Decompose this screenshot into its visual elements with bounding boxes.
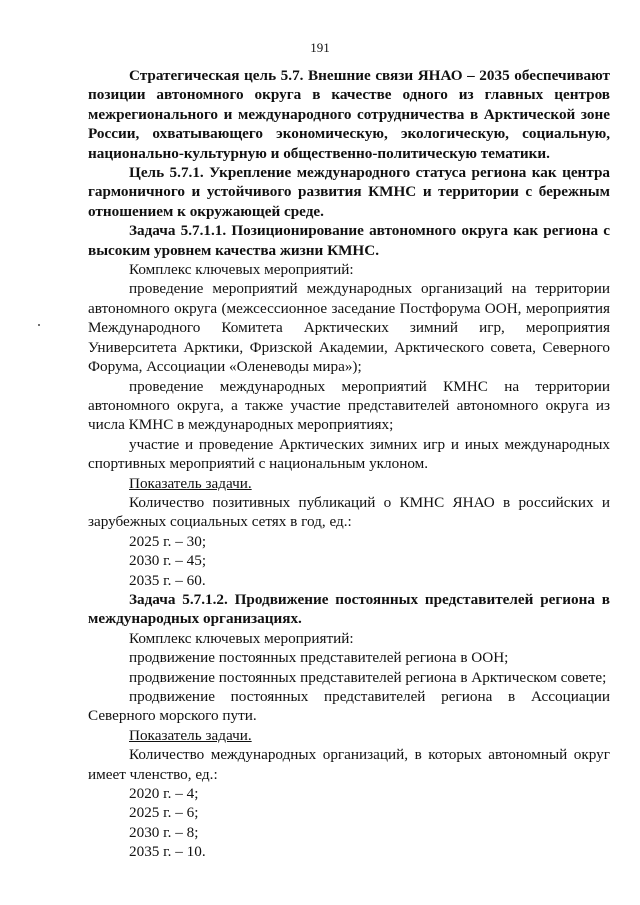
indicator-value: 2025 г. – 30; bbox=[129, 532, 207, 550]
indicator-value: 2035 г. – 60. bbox=[129, 571, 206, 589]
measure-item: участие и проведение Арктических зимних игр и иных международных спортивных мероприятий с национальным уклоном. bbox=[88, 435, 610, 473]
measure-item: продвижение постоянных представителей региона в Арктическом совете; bbox=[129, 668, 607, 686]
indicator-label-text: Показатель задачи. bbox=[129, 474, 252, 492]
indicator-value: 2020 г. – 4; bbox=[129, 785, 199, 803]
measure-item: проведение мероприятий международных организаций на территории автономного округа (межсессионное заседание Постфорума ООН, мероприятия Международного Комитета Арктических зимний игр, мероприятия Университета Арктики, Фризской Академии, Арктического совета, Северного Форума, Ассоциации «Оленеводы мира»); bbox=[88, 280, 610, 376]
measure-item: проведение международных мероприятий КМНС на территории автономного округа, а также участие представителей автономного округа из числа КМНС в международных мероприятиях; bbox=[88, 377, 610, 434]
indicator-value: 2030 г. – 45; bbox=[129, 552, 207, 570]
strategic-goal-paragraph: Стратегическая цель 5.7. Внешние связи ЯНАО – 2035 обеспечивают позиции автономного округа в качестве одного из главных центров межрегионального и международного сотрудничества в Арктической зоне России, охватывающего экономическую, экологическую, социальную, национально-культурную и общественно-политическую тематики. bbox=[88, 67, 610, 162]
task-1-heading: Задача 5.7.1.1. Позиционирование автономного округа как региона с высоким уровнем качества жизни КМНС. bbox=[88, 222, 610, 259]
page-number: 191 bbox=[310, 40, 330, 55]
indicator-label bbox=[88, 726, 610, 745]
indicator-description: Количество позитивных публикаций о КМНС ЯНАО в российских и зарубежных социальных сетях в год, ед.: bbox=[88, 493, 610, 531]
measure-item: продвижение постоянных представителей региона в Ассоциации Северного морского пути. bbox=[88, 688, 610, 725]
indicator-label-text: Показатель задачи. bbox=[129, 726, 252, 744]
scan-speck bbox=[38, 324, 40, 326]
indicator-description: Количество международных организаций, в которых автономный округ имеет членство, ед.: bbox=[88, 746, 610, 783]
indicator-value: 2035 г. – 10. bbox=[129, 843, 206, 861]
task-2-heading: Задача 5.7.1.2. Продвижение постоянных представителей региона в международных организациях. bbox=[88, 590, 610, 628]
key-measures-label: Комплекс ключевых мероприятий: bbox=[129, 261, 354, 279]
document-body bbox=[88, 66, 610, 862]
key-measures-label: Комплекс ключевых мероприятий: bbox=[129, 629, 354, 647]
goal-paragraph: Цель 5.7.1. Укрепление международного статуса региона как центра гармоничного и устойчивого развития КМНС и территории с бережным отношением к окружающей среде. bbox=[88, 164, 610, 220]
indicator-value: 2030 г. – 8; bbox=[129, 823, 199, 841]
measure-item: продвижение постоянных представителей региона в ООН; bbox=[129, 649, 509, 667]
indicator-label bbox=[88, 474, 610, 493]
indicator-value: 2025 г. – 6; bbox=[129, 804, 199, 822]
